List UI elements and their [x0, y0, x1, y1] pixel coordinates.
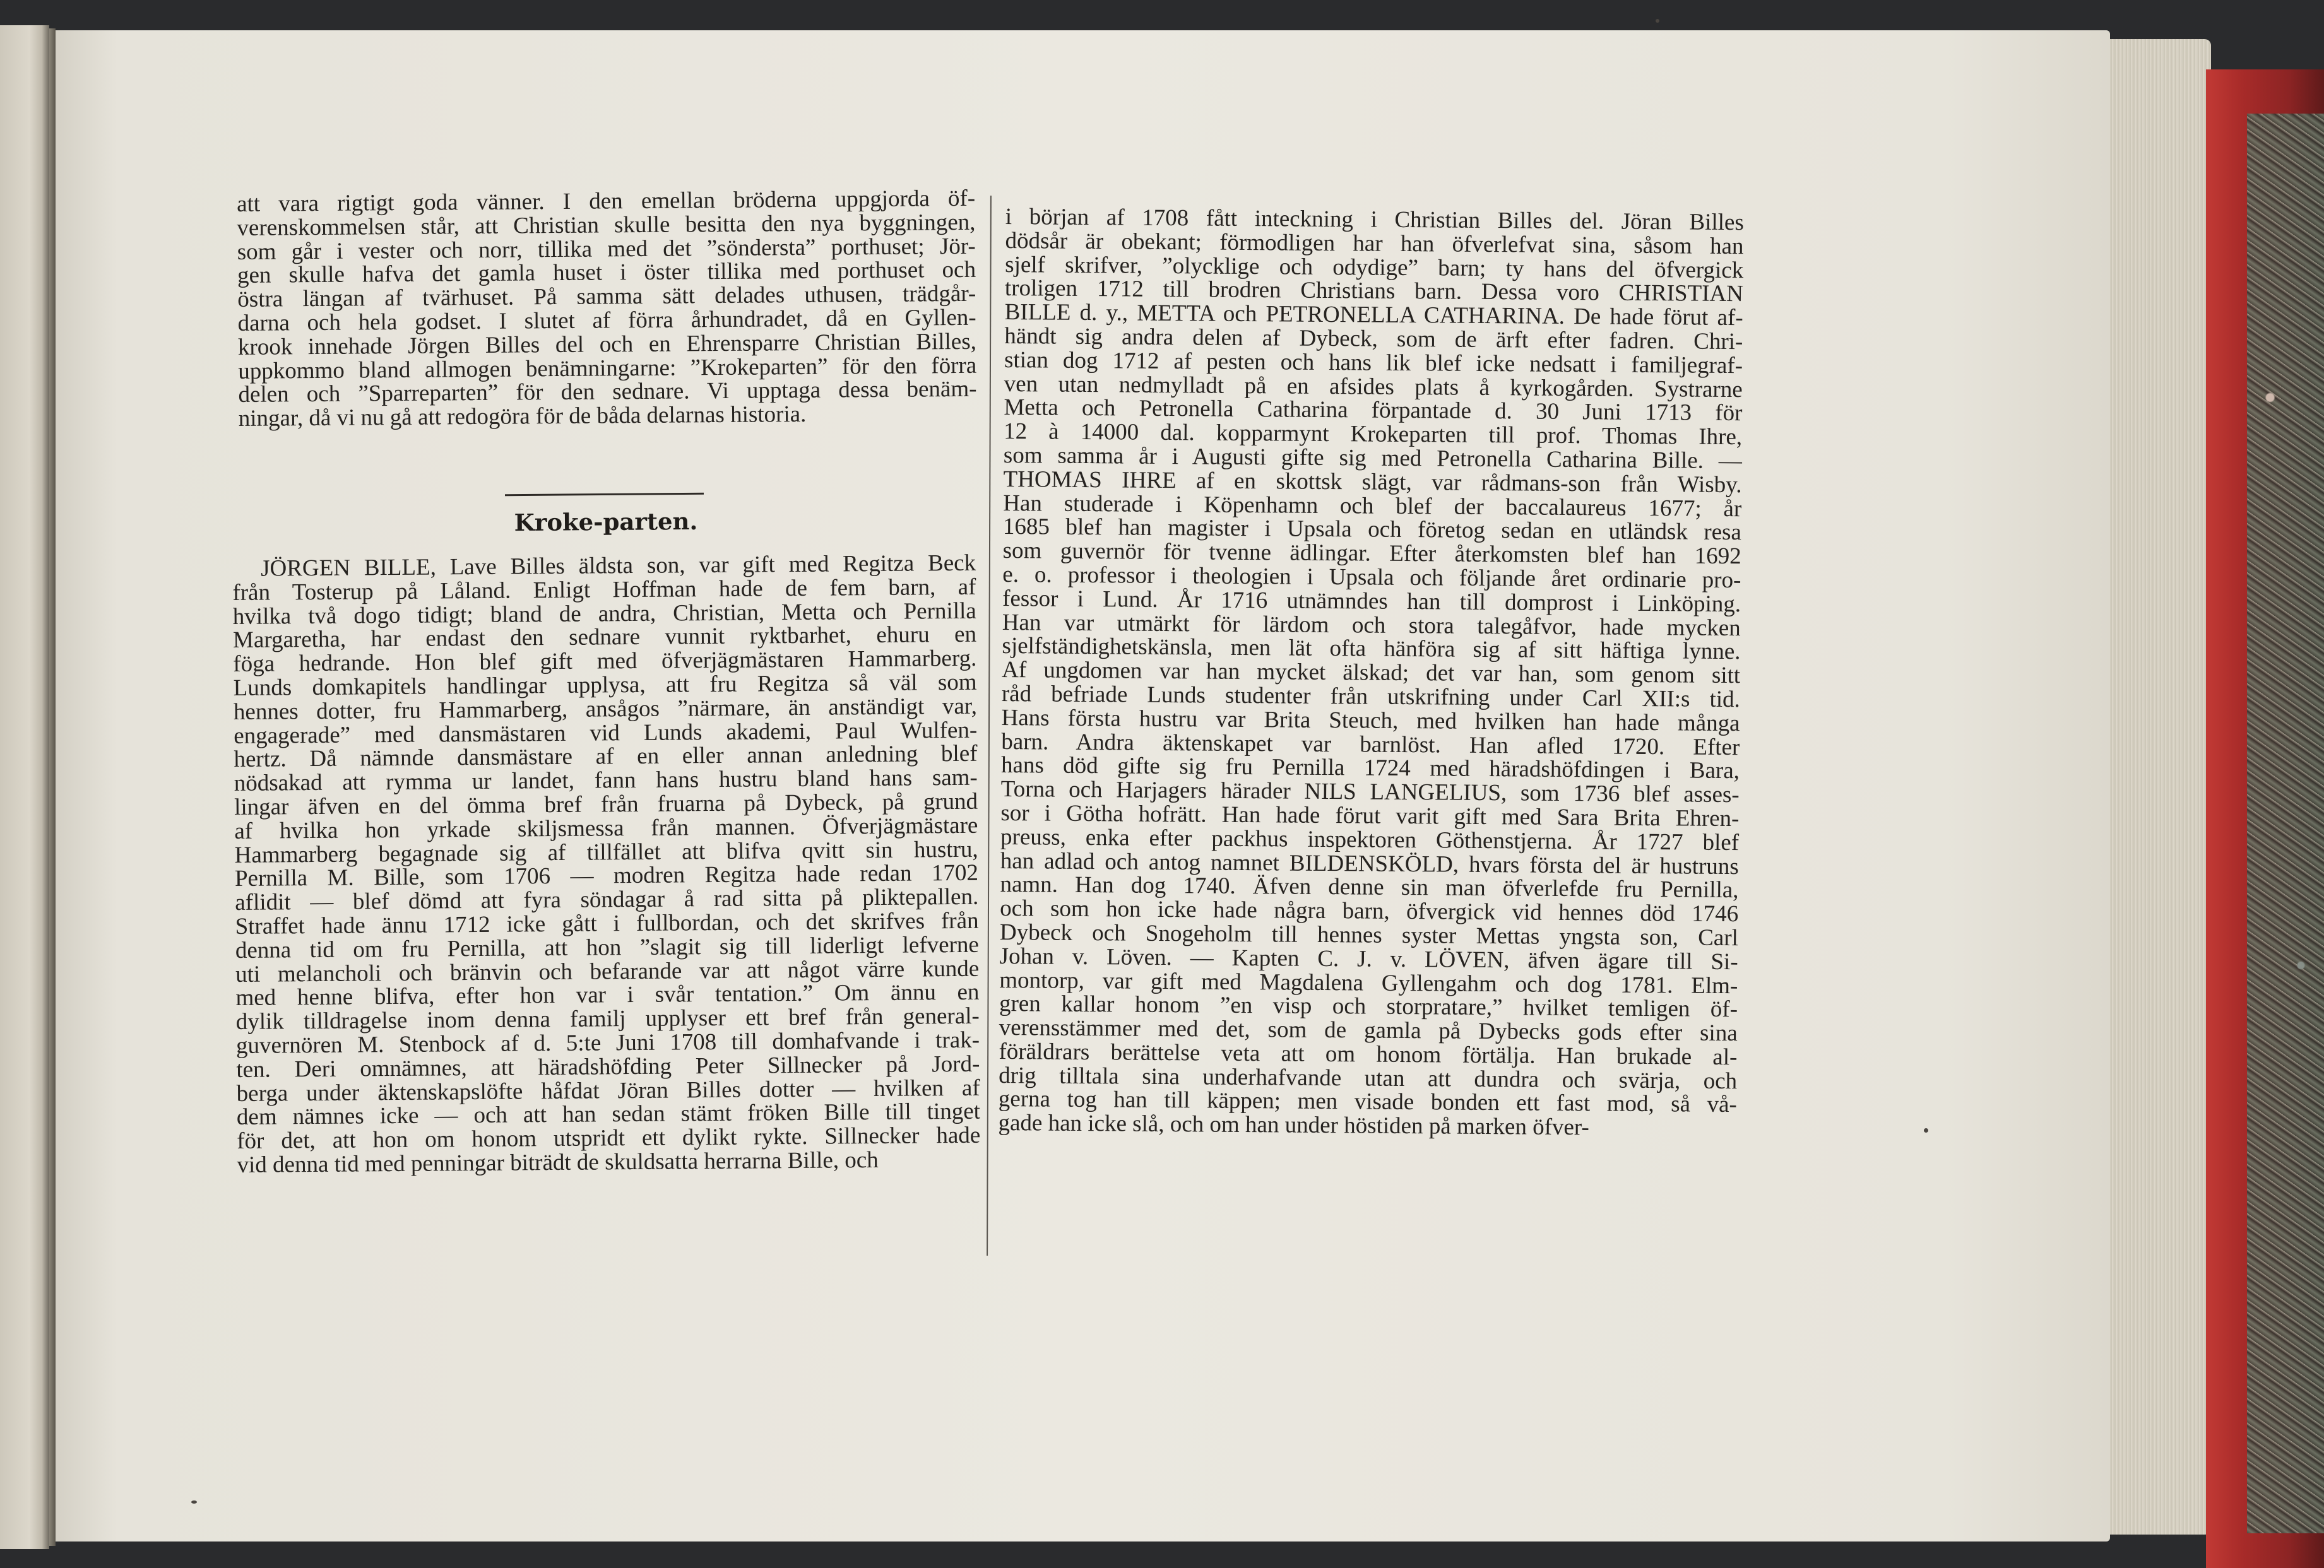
- book-gutter: [49, 28, 56, 1546]
- text-line: för det, att hon om honom utspridt ett dylikt rykte. Sillnecker hade: [237, 1122, 981, 1155]
- text-line: dem nämnes icke — och att han sedan stämt fröken Bille till tinget: [236, 1099, 981, 1131]
- text-line: med henne blifva, efter hon var i svår tentation.” Om ännu en: [235, 979, 980, 1011]
- text-line: Torna och Harjagers härader NILS LANGELIUS, som 1736 blef asses-: [1000, 776, 1740, 808]
- page-speck: [1656, 19, 1659, 23]
- text-line: uti melancholi och bränvin och befarande var att något värre kunde: [235, 955, 980, 987]
- text-line: som samma år i Augusti gifte sig med Petronella Catharina Bille. —: [1003, 442, 1743, 475]
- text-line: östra längan af tvärhuset. På samma sätt delades uthusen, trädgår-: [237, 280, 976, 313]
- text-line: att vara rigtigt goda vänner. I den emellan bröderna uppgjorda öf-: [236, 185, 976, 217]
- text-line: krook innehade Jörgen Billes del och en Ehrensparre Christian Billes,: [237, 328, 977, 360]
- text-line: verensstämmer med det, som de gamla på Dybecks gods efter sina: [999, 1015, 1738, 1047]
- text-line: darna och hela godset. I slutet af förra århundradet, då en Gyllen-: [237, 304, 976, 336]
- text-line: troligen 1712 till brodren Christians barn. Dessa voro CHRISTIAN: [1004, 275, 1744, 307]
- text-line: vid denna tid med penningar biträdt de skuldsatta herrarna Bille, och: [237, 1147, 879, 1178]
- left-column-intro-paragraph: [237, 187, 977, 431]
- text-line: ven utan nedmylladt på en afsides plats å kyrkogården. Systrarne: [1004, 370, 1743, 403]
- right-text-column: [998, 205, 1744, 1141]
- text-line: Metta och Petronella Catharina förpantade d. 30 Juni 1713 för: [1004, 394, 1743, 427]
- text-line: stian dog 1712 af pesten och hans lik blef icke nedsatt i familjegraf-: [1004, 346, 1743, 379]
- text-line: verenskommelsen står, att Christian skulle besitta den nya byggningen,: [237, 209, 976, 241]
- text-line: ningar, då vi nu gå att redogöra för de båda delarnas historia.: [238, 401, 807, 432]
- text-line: gren kallar honom ”en visp och storpratare,” hvilket temligen öf-: [999, 991, 1738, 1023]
- previous-page-edge: [0, 25, 49, 1549]
- text-line: delen och ”Sparreparten” för den sednare. Vi upptaga dessa benäm-: [238, 376, 977, 408]
- text-line: uppkommo bland allmogen benämningarne: ”Krokeparten” för den förra: [238, 352, 977, 384]
- section-heading: Kroke-parten.: [514, 507, 698, 537]
- left-text-column: [237, 187, 977, 431]
- text-line: e. o. professor i theologien i Upsala och följande året ordinarie pro-: [1002, 561, 1741, 594]
- text-line: denna tid om fru Pernilla, att hon ”slagit sig till liderligt lefverne: [235, 931, 980, 964]
- text-line: Han var utmärkt för lärdom och stora talegåfvor, hade mycken: [1002, 609, 1741, 641]
- text-line: namn. Han dog 1740. Äfven denne sin man öfverlefde fru Pernilla,: [1000, 871, 1739, 904]
- text-line: Margaretha, har endast den sednare vunnit ryktbarhet, ehuru en: [232, 622, 977, 654]
- text-line: aflidit — blef dömd att fyra söndagar å rad sitta på pliktepallen.: [235, 883, 979, 916]
- text-line: Straffet hade ännu 1712 icke gått i fullbordan, och det skrifves från: [235, 907, 979, 940]
- text-line: sjelf skrifver, ”olycklige och odydige” barn; ty hans del öfvergick: [1005, 251, 1744, 283]
- text-line: drig tilltala sina underhafvande utan att dundra och svärja, och: [999, 1062, 1738, 1094]
- text-line: 1685 blef han magister i Upsala och företog sedan en utländsk resa: [1002, 514, 1742, 546]
- text-line: nödsakad att rymma ur landet, fann hans hustru bland hans sam-: [234, 764, 978, 797]
- text-line: Lunds domkapitels handlingar upplysa, att fru Regitza så väl som: [233, 669, 977, 701]
- left-text-column-section: [232, 551, 981, 1177]
- text-line: Johan v. Löven. — Kapten C. J. v. LÖVEN, äfven ägare till Si-: [999, 943, 1738, 975]
- text-line: montorp, var gift med Magdalena Gyllengahm och dog 1781. Elm-: [999, 967, 1738, 999]
- text-line: lingar äfven en del ömma bref från fruarna på Dybeck, på grund: [234, 788, 978, 820]
- text-line: Hammarberg begagnade sig af tillfället att blifva qvitt sin hustru,: [234, 836, 978, 868]
- text-line: hennes dotter, fru Hammarberg, ansågos ”närmare, än anständigt var,: [233, 693, 978, 725]
- text-line: gen skulle hafva det gamla huset i öster tillika med porthuset och: [237, 257, 976, 289]
- text-line: Pernilla M. Bille, som 1706 — modren Regitza hade redan 1702: [234, 860, 979, 892]
- text-line: engagerade” med dansmästaren vid Lunds akademi, Paul Wulfen-: [234, 717, 978, 749]
- text-line: fessor i Lund. År 1716 utnämndes han till domprost i Linköping.: [1002, 585, 1741, 617]
- text-line: dödsår är obekant; förmodligen har han öfverlefvat sina, såsom han: [1005, 227, 1744, 259]
- text-line: från Tosterup på Låland. Enligt Hoffman hade de fem barn, af: [232, 574, 976, 606]
- text-line: föräldrars berättelse veta att om honom förtälja. Han brukade al-: [999, 1038, 1738, 1071]
- text-line: i början af 1708 fått inteckning i Christian Billes del. Jöran Billes: [1005, 204, 1744, 236]
- text-line: hans död gifte sig fru Pernilla 1724 med häradshöfdingen i Bara,: [1000, 752, 1740, 784]
- text-line: barn. Andra äktenskapet var barnlöst. Han afled 1720. Efter: [1001, 728, 1740, 760]
- page-speck: [1924, 1128, 1928, 1133]
- text-line: hvilka två dogo tidigt; bland de andra, Christian, Metta och Pernilla: [232, 598, 976, 630]
- text-line: preuss, enka efter packhus inspektoren Göthenstjerna. År 1727 blef: [1000, 823, 1740, 856]
- right-column-paragraph: [998, 205, 1744, 1141]
- text-line: guvernören M. Stenbock af d. 5:te Juni 1708 till domhafvande i trak-: [235, 1027, 980, 1059]
- text-line: Dybeck och Snogeholm till hennes syster Mettas yngsta son, Carl: [999, 919, 1739, 952]
- text-line: sjelfständighetskänsla, men lät ofta hänföra sig af sitt häftiga lynne.: [1002, 633, 1741, 665]
- page-stack-edges: [2110, 39, 2211, 1535]
- text-line: sor i Götha hofrätt. Han hade förut varit gift med Sara Brita Ehren-: [1000, 799, 1740, 832]
- text-line: BILLE d. y., METTA och PETRONELLA CATHARINA. De hade förut af-: [1004, 299, 1743, 331]
- text-line: hertz. Då nämnde dansmästare af en eller annan anledning blef: [234, 741, 978, 773]
- text-line: händt sig andra delen af Dybeck, som de ärft efter fadren. Chri-: [1004, 322, 1743, 355]
- text-line: råd befriade Lunds studenter från utskrifning under Carl XII:s tid.: [1001, 680, 1741, 713]
- marbled-cover-paper: [2247, 114, 2324, 1533]
- text-line: gade han icke slå, och om han under höstiden på marken öfver-: [998, 1110, 1589, 1141]
- text-line: 12 à 14000 dal. kopparmynt Krokeparten till prof. Thomas Ihre,: [1004, 418, 1743, 451]
- text-line: Hans första hustru var Brita Steuch, med hvilken han hade många: [1001, 704, 1740, 736]
- text-line: som går i vester och norr, tillika med det ”söndersta” porthuset; Jör-: [237, 233, 976, 265]
- text-line: föga hedrande. Hon blef gift med öfverjägmästaren Hammarberg.: [233, 645, 977, 678]
- text-line: Af ungdomen var han mycket älskad; det var han, som genom sitt: [1002, 657, 1741, 689]
- page-speck: [191, 1500, 197, 1504]
- text-line: JÖRGEN BILLE, Lave Billes äldsta son, var gift med Regitza Beck: [260, 550, 976, 582]
- text-line: THOMAS IHRE af en skottsk slägt, var rådmans-son från Wisby.: [1003, 466, 1742, 498]
- text-line: ten. Deri omnämnes, att häradshöfding Peter Sillnecker på Jord-: [236, 1051, 980, 1083]
- text-line: af hvilka hon yrkade skiljsmessa från mannen. Öfverjägmästare: [234, 812, 978, 844]
- text-line: Han studerade i Köpenhamn och blef der baccalaureus 1677; år: [1003, 490, 1742, 522]
- text-line: berga under äktenskapslöfte håfdat Jöran Billes dotter — hvilken af: [236, 1075, 980, 1107]
- text-line: gerna tog han till käppen; men visade bonden ett fast mod, så vå-: [998, 1086, 1737, 1118]
- text-line: dylik tilldragelse inom denna familj upplyser ett bref från general-: [235, 1003, 980, 1035]
- kroke-parten-paragraph: [232, 551, 981, 1177]
- text-line: han adlad och antog namnet BILDENSKÖLD, hvars första del är hustruns: [1000, 847, 1739, 880]
- text-line: och som hon icke hade några barn, öfvergick vid hennes död 1746: [1000, 895, 1739, 928]
- text-line: som guvernör för tvenne ädlingar. Efter återkomsten blef han 1692: [1002, 538, 1741, 570]
